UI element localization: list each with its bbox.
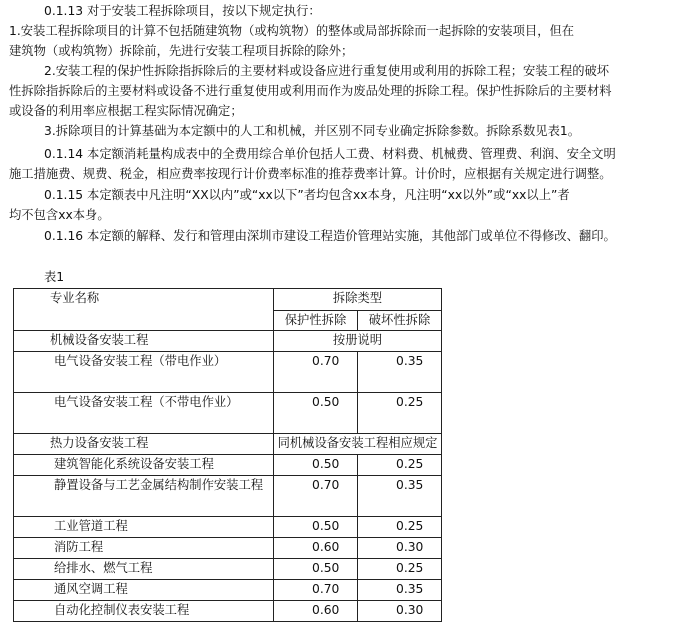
row-name: 通风空调工程 (14, 580, 274, 601)
table-caption: 表1 (44, 270, 65, 284)
row-name: 自动化控制仪表安装工程 (14, 601, 274, 622)
header-name: 专业名称 (14, 289, 274, 331)
clause-0-1-13: 0.1.13 对于安装工程拆除项目，按以下规定执行： (44, 4, 321, 18)
row-name: 机械设备安装工程 (14, 331, 274, 352)
table-row (14, 559, 442, 580)
row-destructive: 0.25 (358, 455, 442, 476)
row-protective: 0.50 (274, 393, 358, 434)
row-protective: 0.70 (274, 352, 358, 393)
row-name: 电气设备安装工程（带电作业） (14, 352, 274, 393)
row-destructive: 0.25 (358, 559, 442, 580)
row-name: 电气设备安装工程（不带电作业） (14, 393, 274, 434)
table-row (14, 580, 442, 601)
row-protective: 0.60 (274, 601, 358, 622)
row-destructive: 0.35 (358, 580, 442, 601)
row-protective: 0.60 (274, 538, 358, 559)
clause-0-1-16: 0.1.16 本定额的解释、发行和管理由深圳市建设工程造价管理站实施，其他部门或单位不得修改、翻印。 (44, 229, 616, 243)
row-destructive: 0.25 (358, 393, 442, 434)
row-protective: 0.50 (274, 559, 358, 580)
row-destructive: 0.35 (358, 476, 442, 517)
row-destructive: 0.30 (358, 538, 442, 559)
clause-text-line: 性拆除指拆除后的主要材料或设备不进行重复使用或利用而作为废品处理的拆除工程。保护性拆除后的主要材料 (9, 84, 612, 98)
header-type: 拆除类型 (274, 289, 442, 311)
header-protective: 保护性拆除 (274, 311, 358, 331)
table-row (14, 538, 442, 559)
clause-text-line: 或设备的利用率应根据工程实际情况确定； (9, 104, 243, 118)
row-destructive: 0.30 (358, 601, 442, 622)
row-protective: 0.70 (274, 580, 358, 601)
row-destructive: 0.35 (358, 352, 442, 393)
clause-0-1-14: 0.1.14 本定额消耗量构成表中的全费用综合单价包括人工费、材料费、机械费、管理费、利润、安全文明 (44, 147, 616, 161)
demolition-coefficient-table (13, 288, 442, 622)
row-span-note: 同机械设备安装工程相应规定 (274, 434, 442, 455)
table-row (14, 393, 442, 434)
row-name: 消防工程 (14, 538, 274, 559)
table-row (14, 517, 442, 538)
clause-text-line: 3.拆除项目的计算基础为本定额中的人工和机械，并区别不同专业确定拆除参数。拆除系数见表1。 (44, 124, 581, 138)
table-header-row (14, 289, 442, 311)
clause-0-1-15: 0.1.15 本定额表中凡注明“ⅩⅩ以内”或“xx以下”者均包含xx本身，凡注明“xx以外”或“xx以上”者 (44, 188, 570, 202)
row-name: 给排水、燃气工程 (14, 559, 274, 580)
table-row (14, 455, 442, 476)
table-row (14, 352, 442, 393)
row-span-note: 按册说明 (274, 331, 442, 352)
clause-text-line: 建筑物（或构筑物）拆除前，先进行安装工程项目拆除的除外； (9, 44, 354, 58)
header-destructive: 破坏性拆除 (358, 311, 442, 331)
row-destructive: 0.25 (358, 517, 442, 538)
clause-text-line: 1.安装工程拆除项目的计算不包括随建筑物（或构筑物）的整体或局部拆除而一起拆除的安装项目，但在 (9, 24, 575, 38)
row-name: 工业管道工程 (14, 517, 274, 538)
row-protective: 0.70 (274, 476, 358, 517)
clause-text-line: 施工措施费、规费、税金，相应费率按现行计价费率标准的推荐费率计算。计价时，应根据有关规定进行调整。 (9, 167, 612, 181)
table-row (14, 434, 442, 455)
clause-text-line: 2.安装工程的保护性拆除指拆除后的主要材料或设备应进行重复使用或利用的拆除工程；安装工程的破坏 (44, 64, 610, 78)
table-row (14, 331, 442, 352)
clause-text-line: 均不包含xx本身。 (9, 208, 110, 222)
row-name: 热力设备安装工程 (14, 434, 274, 455)
row-protective: 0.50 (274, 455, 358, 476)
row-protective: 0.50 (274, 517, 358, 538)
row-name: 静置设备与工艺金属结构制作安装工程 (14, 476, 274, 517)
row-name: 建筑智能化系统设备安装工程 (14, 455, 274, 476)
table-row (14, 601, 442, 622)
table-row (14, 476, 442, 517)
